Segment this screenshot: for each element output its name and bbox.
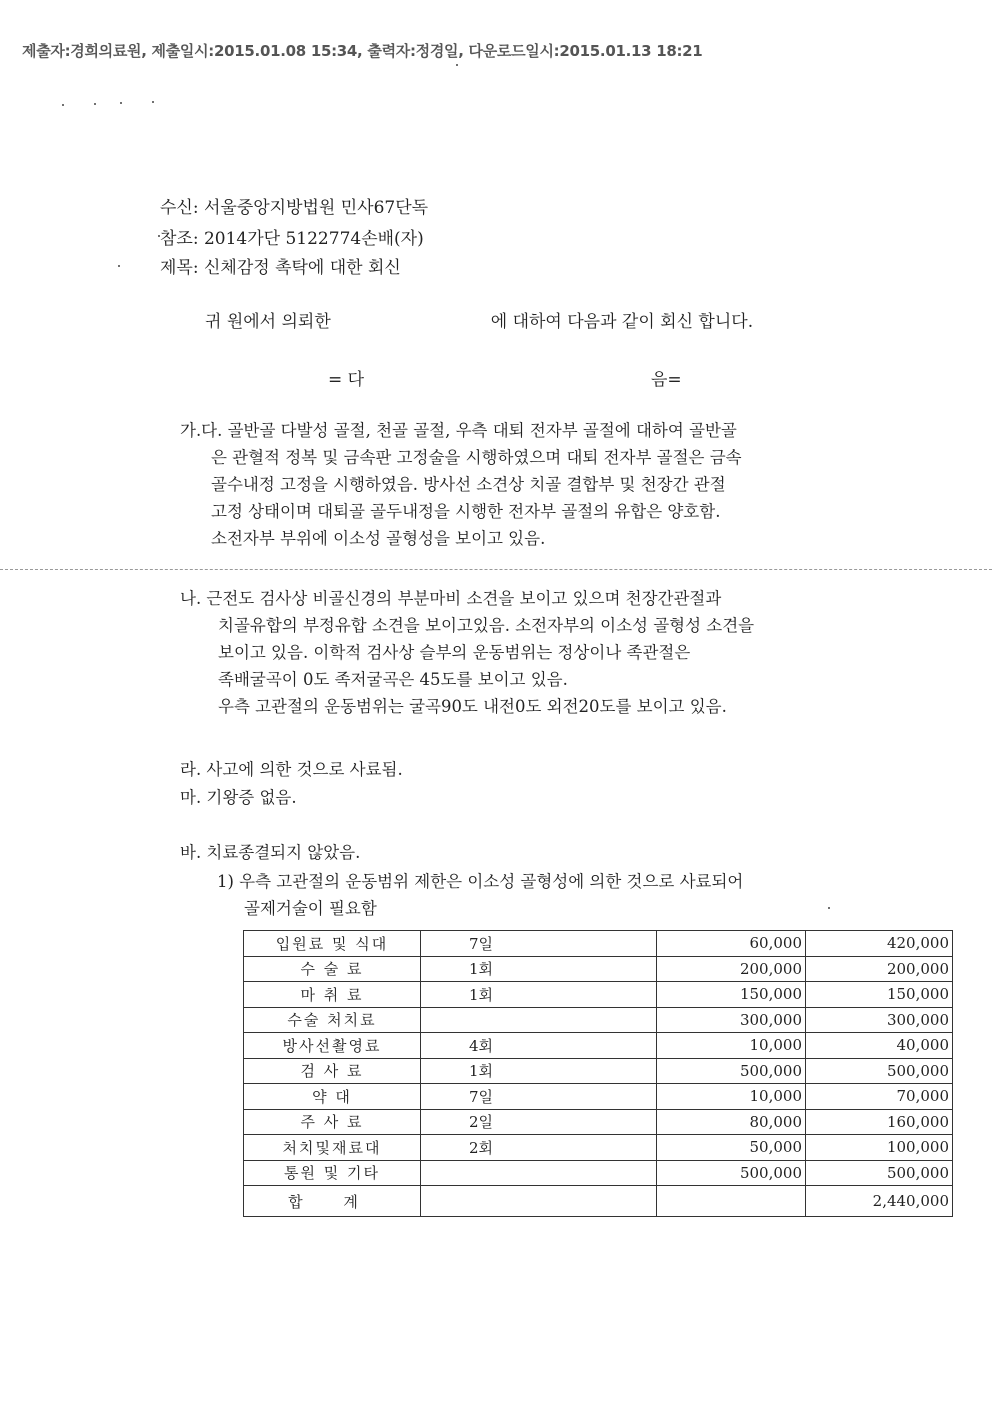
scan-speck bbox=[158, 235, 160, 237]
item-ga-line: 골수내정 고정을 시행하였음. 방사선 소견상 치골 결합부 및 천장간 관절 bbox=[211, 475, 726, 494]
item-na-line: 우측 고관절의 운동범위는 굴곡90도 내전0도 외전20도를 보이고 있음. bbox=[218, 697, 727, 716]
total-label: 합 계 bbox=[244, 1186, 421, 1217]
total-unit-empty bbox=[657, 1186, 806, 1217]
scan-speck bbox=[62, 104, 64, 106]
fee-unit: 200,000 bbox=[657, 956, 806, 982]
fee-amount: 300,000 bbox=[806, 1007, 953, 1033]
fee-qty: 7일 bbox=[421, 1084, 657, 1110]
fee-amount: 40,000 bbox=[806, 1033, 953, 1059]
item-ba-sub bbox=[217, 868, 743, 922]
item-ma: 마. 기왕증 없음. bbox=[180, 788, 297, 807]
item-ba-sub-line: 골제거술이 필요함 bbox=[244, 899, 377, 918]
fee-item: 방사선촬영료 bbox=[244, 1033, 421, 1059]
fee-qty: 1회 bbox=[421, 956, 657, 982]
fee-unit: 10,000 bbox=[657, 1084, 806, 1110]
item-ba: 바. 치료종결되지 않았음. bbox=[180, 843, 361, 862]
fee-amount: 200,000 bbox=[806, 956, 953, 982]
scan-speck bbox=[120, 102, 122, 104]
table-row bbox=[244, 1084, 953, 1110]
fee-amount: 100,000 bbox=[806, 1135, 953, 1161]
table-total-row bbox=[244, 1186, 953, 1217]
fee-qty: 4회 bbox=[421, 1033, 657, 1059]
total-qty-empty bbox=[421, 1186, 657, 1217]
scan-divider bbox=[0, 569, 992, 570]
item-na-line: 나. 근전도 검사상 비골신경의 부분마비 소견을 보이고 있으며 천장간관절과 bbox=[180, 589, 722, 608]
table-row bbox=[244, 1033, 953, 1059]
item-na-line: 보이고 있음. 이학적 검사상 슬부의 운동범위는 정상이나 족관절은 bbox=[218, 643, 691, 662]
reference-line: 참조: 2014가단 5122774손배(자) bbox=[160, 229, 424, 249]
subject-line: 제목: 신체감정 촉탁에 대한 회신 bbox=[160, 258, 401, 278]
fee-amount: 420,000 bbox=[806, 931, 953, 957]
fee-qty: 2회 bbox=[421, 1135, 657, 1161]
scan-speck bbox=[828, 907, 830, 909]
table-row bbox=[244, 982, 953, 1008]
table-row bbox=[244, 1109, 953, 1135]
scan-speck bbox=[456, 64, 458, 66]
item-ra: 라. 사고에 의한 것으로 사료됨. bbox=[180, 760, 403, 779]
item-ba-sub-line: 1) 우측 고관절의 운동범위 제한은 이소성 골형성에 의한 것으로 사료되어 bbox=[217, 872, 744, 891]
fee-amount: 500,000 bbox=[806, 1160, 953, 1186]
fee-amount: 70,000 bbox=[806, 1084, 953, 1110]
fee-item: 약 대 bbox=[244, 1084, 421, 1110]
table-row bbox=[244, 956, 953, 982]
fee-item: 입원료 및 식대 bbox=[244, 931, 421, 957]
fee-unit: 10,000 bbox=[657, 1033, 806, 1059]
fee-qty: 2일 bbox=[421, 1109, 657, 1135]
fee-unit: 60,000 bbox=[657, 931, 806, 957]
fee-table bbox=[243, 930, 953, 1217]
fee-qty: 1회 bbox=[421, 1058, 657, 1084]
item-ga-line: 고정 상태이며 대퇴골 골두내정을 시행한 전자부 골절의 유합은 양호함. bbox=[211, 502, 721, 521]
fee-unit: 500,000 bbox=[657, 1058, 806, 1084]
fee-unit: 80,000 bbox=[657, 1109, 806, 1135]
item-na-line: 족배굴곡이 0도 족저굴곡은 45도를 보이고 있음. bbox=[218, 670, 568, 689]
submission-header: 제출자:경희의료원, 제출일시:2015.01.08 15:34, 출력자:정경일, 다운로드일시:2015.01.13 18:21 bbox=[22, 42, 703, 60]
item-ga-line: 가.다. 골반골 다발성 골절, 천골 골절, 우측 대퇴 전자부 골절에 대하여 골반골 bbox=[180, 421, 737, 440]
fee-qty bbox=[421, 1160, 657, 1186]
table-row bbox=[244, 1058, 953, 1084]
scan-speck bbox=[152, 101, 154, 103]
fee-qty bbox=[421, 1007, 657, 1033]
total-amount: 2,440,000 bbox=[806, 1186, 953, 1217]
fee-item: 마 취 료 bbox=[244, 982, 421, 1008]
item-ga-line: 은 관혈적 정복 및 금속판 고정술을 시행하였으며 대퇴 전자부 골절은 금속 bbox=[211, 448, 742, 467]
fee-amount: 150,000 bbox=[806, 982, 953, 1008]
fee-item: 수술 처치료 bbox=[244, 1007, 421, 1033]
item-ga bbox=[180, 417, 742, 552]
table-row bbox=[244, 1160, 953, 1186]
intro-before: 귀 원에서 의뢰한 bbox=[205, 312, 331, 332]
fee-item: 주 사 료 bbox=[244, 1109, 421, 1135]
table-row bbox=[244, 1135, 953, 1161]
recipient-line: 수신: 서울중앙지방법원 민사67단독 bbox=[160, 198, 429, 218]
scan-speck bbox=[118, 265, 120, 267]
fee-qty: 1회 bbox=[421, 982, 657, 1008]
table-row bbox=[244, 931, 953, 957]
item-na bbox=[180, 585, 754, 720]
fee-unit: 300,000 bbox=[657, 1007, 806, 1033]
fee-item: 통원 및 기타 bbox=[244, 1160, 421, 1186]
fee-item: 검 사 료 bbox=[244, 1058, 421, 1084]
fee-amount: 160,000 bbox=[806, 1109, 953, 1135]
fee-unit: 50,000 bbox=[657, 1135, 806, 1161]
table-row bbox=[244, 1007, 953, 1033]
scan-speck bbox=[94, 103, 96, 105]
intro-after: 에 대하여 다음과 같이 회신 합니다. bbox=[490, 312, 754, 332]
section-title-left: = 다 bbox=[328, 370, 365, 390]
fee-item: 처치및재료대 bbox=[244, 1135, 421, 1161]
fee-unit: 150,000 bbox=[657, 982, 806, 1008]
fee-item: 수 술 료 bbox=[244, 956, 421, 982]
fee-unit: 500,000 bbox=[657, 1160, 806, 1186]
section-title-right: 음= bbox=[651, 370, 682, 390]
item-na-line: 치골유합의 부정유합 소견을 보이고있음. 소전자부의 이소성 골형성 소견을 bbox=[218, 616, 755, 635]
fee-amount: 500,000 bbox=[806, 1058, 953, 1084]
intro-sentence bbox=[205, 307, 825, 332]
fee-qty: 7일 bbox=[421, 931, 657, 957]
item-ga-line: 소전자부 부위에 이소성 골형성을 보이고 있음. bbox=[211, 529, 546, 548]
